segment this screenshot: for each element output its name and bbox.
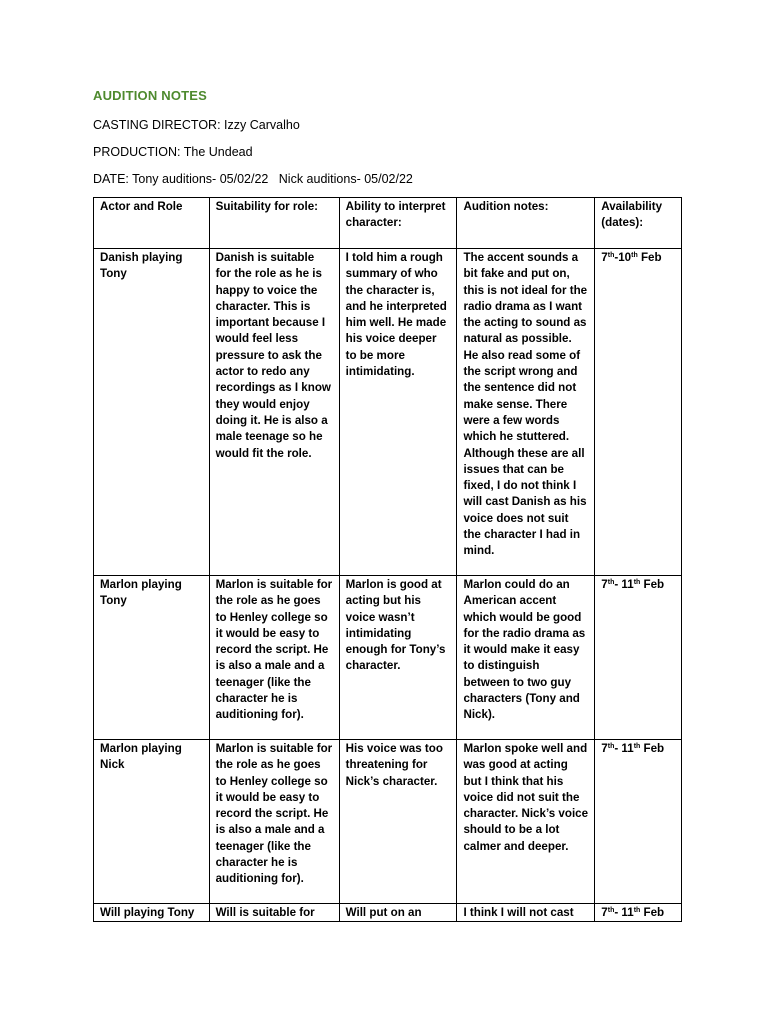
availability-day-start: 7 [601,906,608,919]
availability-ordinal-end: th [633,743,641,750]
casting-director-line [93,118,300,132]
table-row [94,576,682,740]
suitability-cell: Will is suitable for [209,904,339,922]
suitability-cell: Marlon is suitable for the role as he goes to Henley college so it would be easy to record the script. He is also a male and a teenager (like the character he is auditioning for). [209,740,339,904]
availability-cell [595,740,682,904]
date-label: DATE: [93,172,129,186]
ability-cell: I told him a rough summary of who the character is, and he interpreted him well. He made his voice deeper to be more intimidating. [339,249,457,576]
date-value: Tony auditions- 05/02/22 Nick auditions- 05/02/22 [132,172,413,186]
table-row [94,740,682,904]
availability-cell [595,249,682,576]
actor-cell: Danish playing Tony [94,249,210,576]
table-row [94,249,682,576]
availability-ordinal-start: th [607,907,615,914]
availability-day-start: 7 [601,251,608,264]
audition-table [93,197,682,922]
availability-day-end: - 11 [614,578,634,591]
notes-cell: The accent sounds a bit fake and put on, this is not ideal for the radio drama as I want the acting to sound as natural as possible. He also read some of the script wrong and the sentence did not make sense. There were a few words which he stuttered. Although these are all issues that can be fixed, I do not think I will cast Danish as his voice does not suit the character I had in mind. [457,249,595,576]
header-suitability: Suitability for role: [209,198,339,249]
availability-month: Feb [640,906,665,919]
date-line [93,172,413,186]
notes-cell: Marlon could do an American accent which would be good for the radio drama as it would make it easy to distinguish between to two guy characters (Tony and Nick). [457,576,595,740]
ability-cell: Will put on an [339,904,457,922]
availability-cell [595,576,682,740]
table-row [94,904,682,922]
actor-cell: Will playing Tony [94,904,210,922]
availability-day-end: - 11 [614,906,634,919]
availability-day-end: -10 [614,251,632,264]
availability-ordinal-start: th [607,252,615,259]
table-header-row [94,198,682,249]
availability-ordinal-end: th [631,252,638,259]
header-audition-notes: Audition notes: [457,198,595,249]
availability-month: Feb [640,578,665,591]
ability-cell: His voice was too threatening for Nick’s character. [339,740,457,904]
suitability-cell: Marlon is suitable for the role as he goes to Henley college so it would be easy to record the script. He is also a male and a teenager (like the character he is auditioning for). [209,576,339,740]
notes-cell: I think I will not cast [457,904,595,922]
header-ability: Ability to interpret character: [339,198,457,249]
casting-director-label: CASTING DIRECTOR: [93,118,221,132]
notes-cell: Marlon spoke well and was good at acting but I think that his voice did not suit the character. Nick’s voice should to be a lot calmer and deeper. [457,740,595,904]
availability-day-start: 7 [601,578,608,591]
availability-ordinal-start: th [607,579,615,586]
actor-cell: Marlon playing Nick [94,740,210,904]
production-value: The Undead [183,145,253,159]
availability-day-end: - 11 [614,742,634,755]
production-label: PRODUCTION: [93,145,181,159]
header-actor-role: Actor and Role [94,198,210,249]
availability-ordinal-end: th [633,579,641,586]
production-line [93,145,253,159]
availability-month: Feb [640,742,665,755]
availability-ordinal-end: th [633,907,641,914]
document-heading: AUDITION NOTES [93,88,208,103]
ability-cell: Marlon is good at acting but his voice wasn’t intimidating enough for Tony’s character. [339,576,457,740]
actor-cell: Marlon playing Tony [94,576,210,740]
availability-day-start: 7 [601,742,608,755]
availability-ordinal-start: th [607,743,615,750]
availability-month: Feb [637,251,662,264]
suitability-cell: Danish is suitable for the role as he is happy to voice the character. This is important because I would feel less pressure to ask the actor to redo any recordings as I know they would enjoy doing it. He is also a male teenage so he would fit the role. [209,249,339,576]
header-availability: Availability (dates): [595,198,682,249]
casting-director-value: Izzy Carvalho [224,118,300,132]
availability-cell [595,904,682,922]
